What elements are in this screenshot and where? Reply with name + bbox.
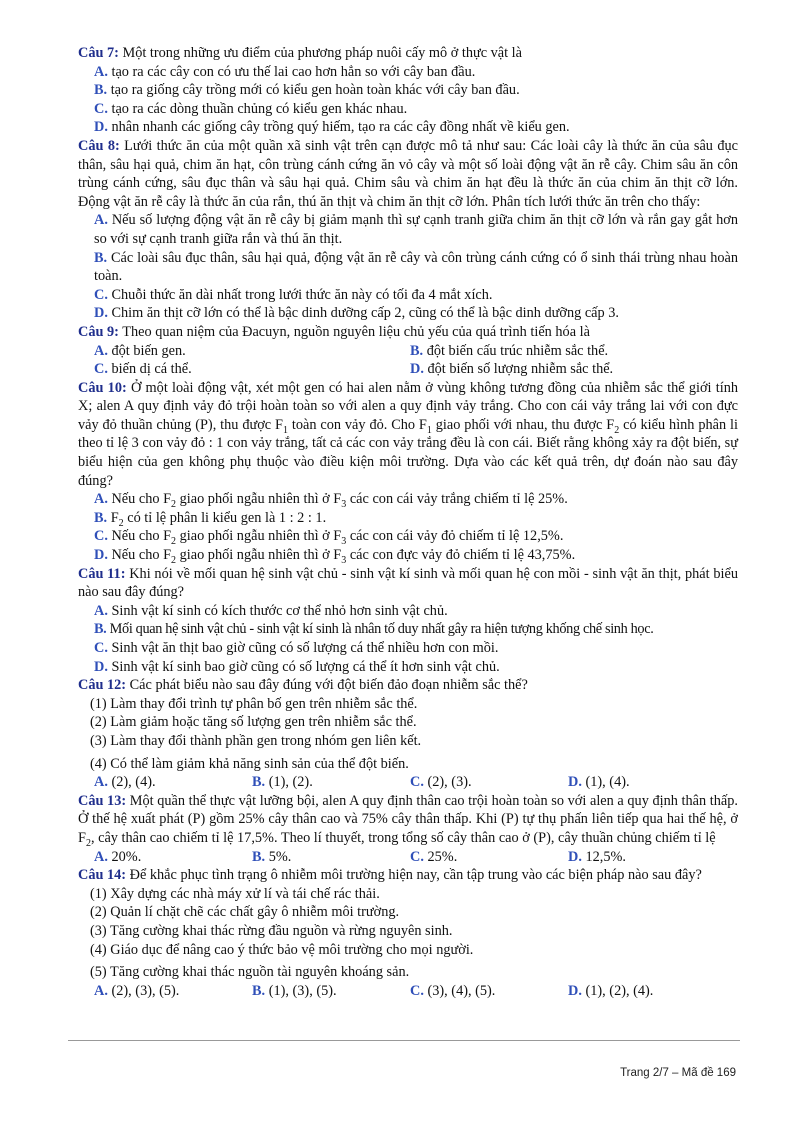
question-12-option-a[interactable] — [94, 773, 252, 792]
option-text: (1), (2), (4). — [585, 982, 654, 999]
question-7-option-d[interactable] — [78, 118, 738, 137]
question-10-option-b[interactable] — [78, 509, 738, 528]
question-11-option-c[interactable] — [78, 639, 738, 658]
option-text: Mối quan hệ sinh vật chủ - sinh vật kí sinh là nhân tố duy nhất gây ra hiện tượng khống chế sinh học. — [109, 621, 654, 638]
question-7-option-c[interactable] — [78, 100, 738, 119]
question-9-text: Theo quan niệm của Đacuyn, nguồn nguyên liệu chủ yếu của quá trình tiến hóa là — [122, 323, 590, 340]
question-12-options — [78, 773, 738, 792]
question-9-option-a[interactable] — [94, 342, 410, 361]
option-letter: A. — [94, 63, 108, 80]
option-letter: B. — [252, 982, 266, 999]
subscript: 2 — [614, 424, 620, 436]
option-text: Chim ăn thịt cỡ lớn có thể là bậc dinh dưỡng cấp 2, cũng có thể là bậc dinh dưỡng cấp 3. — [111, 305, 619, 322]
question-10-stem — [78, 379, 738, 491]
option-letter: D. — [568, 848, 582, 865]
subscript: 2 — [85, 837, 91, 849]
question-11-option-a[interactable] — [78, 602, 738, 621]
question-14-statement: (2) Quản lí chặt chẽ các chất gây ô nhiễm môi trường. — [90, 904, 400, 921]
question-8-stem — [78, 137, 738, 211]
option-letter: C. — [410, 774, 424, 791]
option-text: 5%. — [268, 848, 292, 865]
option-text: giao phối ngẫu nhiên thì ở F — [176, 491, 342, 508]
question-9 — [78, 323, 738, 379]
option-letter: B. — [94, 509, 108, 526]
option-letter: A. — [94, 848, 108, 865]
stem-part: Một quần thể thực vật lưỡng bội, alen A quy định thân cao trội hoàn toàn so với alen a quy định thân thấp. Ở thế hệ xuất phát (P) gồm 25% cây thân cao và 75% cây thân thấp. Khi (P) tự thụ phấn liên tiếp qua hai thế hệ, ở F — [78, 792, 738, 846]
question-13 — [78, 792, 738, 866]
question-10-label: Câu 10: — [78, 379, 127, 396]
question-14-option-c[interactable] — [410, 982, 568, 1001]
question-7-label: Câu 7: — [78, 45, 119, 61]
option-text: Nếu số lượng động vật ăn rễ cây bị giảm mạnh thì sự cạnh tranh giữa chim ăn thịt cỡ lớn và rắn gay gắt hơn so với sự cạnh tranh giữa rắn và thú ăn thịt. — [94, 212, 738, 247]
option-text: F — [110, 509, 119, 526]
option-letter: C. — [94, 528, 108, 545]
question-14-statement: (3) Tăng cường khai thác rừng đầu nguồn và rừng nguyên sinh. — [90, 922, 453, 939]
question-9-stem — [78, 323, 738, 342]
option-text: 20%. — [111, 848, 142, 865]
question-10-option-a[interactable] — [78, 490, 738, 509]
option-letter: C. — [410, 982, 424, 999]
option-text: các con đực vảy đỏ chiếm tỉ lệ 43,75%. — [346, 547, 576, 564]
option-letter: A. — [94, 491, 108, 508]
question-12-stem — [78, 676, 738, 695]
option-letter: D. — [94, 119, 108, 136]
question-8-label: Câu 8: — [78, 137, 120, 154]
subscript: 1 — [282, 424, 288, 436]
question-12-text: Các phát biểu nào sau đây đúng với đột biến đảo đoạn nhiễm sắc thể? — [129, 677, 528, 694]
question-13-label: Câu 13: — [78, 792, 127, 809]
question-11-label: Câu 11: — [78, 565, 126, 582]
option-text: Chuỗi thức ăn dài nhất trong lưới thức ăn này có tối đa 4 mắt xích. — [111, 286, 493, 303]
option-text: (2), (3). — [427, 774, 472, 791]
question-14-option-d[interactable] — [568, 982, 728, 1001]
option-letter: B. — [94, 621, 107, 638]
question-10-option-c[interactable] — [78, 527, 738, 546]
option-text: Nếu cho F — [111, 528, 172, 545]
option-text: giao phối ngẫu nhiên thì ở F — [176, 528, 342, 545]
option-text: (1), (2). — [268, 774, 313, 791]
question-7-stem — [78, 44, 738, 63]
option-text: đột biến gen. — [111, 342, 186, 359]
option-text: Sinh vật kí sinh có kích thước cơ thể nhỏ hơn sinh vật chủ. — [111, 602, 448, 619]
option-letter: A. — [94, 212, 108, 229]
question-8-option-d[interactable] — [78, 304, 738, 323]
option-letter: D. — [94, 305, 108, 322]
option-letter: C. — [410, 848, 424, 865]
option-letter: B. — [94, 249, 108, 266]
question-8-text: Lưới thức ăn của một quần xã sinh vật trên cạn được mô tả như sau: Các loài cây là thức ăn của sâu đục thân, sâu hại quả, chim ăn hạt, côn trùng cánh cứng ăn vỏ cây và một số loài động vật ăn rễ cây. Chim sâu ăn côn trùng cánh cứng, sâu đục thân và sâu hại quả. Chim sâu và chim ăn hạt đều là thức ăn của chim ăn thịt cỡ lớn. Động vật ăn rễ cây là thức ăn của rắn, thú ăn thịt và chim ăn thịt cỡ lớn. Phân tích lưới thức ăn trên cho thấy: — [78, 137, 738, 210]
subscript: 2 — [171, 554, 177, 566]
option-letter: C. — [94, 640, 108, 656]
option-text: Nếu cho F — [111, 491, 172, 508]
option-text: tạo ra các cây con có ưu thế lai cao hơn hẳn so với cây ban đầu. — [111, 63, 476, 80]
option-text: 12,5%. — [585, 848, 626, 865]
subscript: 2 — [171, 536, 177, 548]
footer-divider — [68, 1040, 740, 1041]
question-11-text: Khi nói về mối quan hệ sinh vật chủ - sinh vật kí sinh và mối quan hệ con mồi - sinh vật ăn thịt, phát biểu nào sau đây đúng? — [78, 565, 738, 601]
question-12-option-c[interactable] — [410, 773, 568, 792]
question-12-statement: (2) Làm giảm hoặc tăng số lượng gen trên nhiễm sắc thể. — [90, 714, 417, 731]
option-text: (1), (4). — [585, 774, 630, 791]
option-letter: B. — [252, 774, 266, 791]
subscript: 1 — [426, 424, 432, 436]
question-12-option-b[interactable] — [252, 773, 410, 792]
option-text: nhân nhanh các giống cây trồng quý hiếm, tạo ra các cây đồng nhất về kiểu gen. — [111, 119, 570, 136]
question-7 — [78, 44, 738, 137]
option-text: (1), (3), (5). — [268, 982, 337, 999]
option-text: đột biến số lượng nhiễm sắc thể. — [427, 361, 614, 378]
option-text: đột biến cấu trúc nhiễm sắc thể. — [426, 342, 609, 359]
question-14-options — [78, 982, 738, 1001]
subscript: 3 — [341, 536, 347, 548]
question-9-label: Câu 9: — [78, 323, 119, 340]
question-13-option-d[interactable] — [568, 848, 728, 867]
subscript: 2 — [118, 517, 124, 529]
option-text: tạo ra các dòng thuần chủng có kiểu gen khác nhau. — [111, 100, 408, 117]
option-letter: D. — [94, 547, 108, 564]
question-8-option-a[interactable] — [78, 211, 738, 248]
option-letter: B. — [252, 848, 266, 865]
option-letter: B. — [410, 342, 424, 359]
question-11-option-b[interactable] — [78, 620, 738, 639]
option-letter: D. — [568, 774, 582, 791]
stem-part: giao phối với nhau, thu được F — [431, 416, 615, 433]
option-letter: C. — [94, 286, 108, 303]
option-text: Sinh vật kí sinh bao giờ cũng có số lượng cá thể ít hơn sinh vật chủ. — [111, 658, 500, 675]
option-text: (2), (4). — [111, 774, 156, 791]
option-letter: C. — [94, 361, 108, 378]
option-text: biến dị cá thể. — [111, 361, 192, 378]
subscript: 3 — [341, 554, 347, 566]
option-letter: A. — [94, 982, 108, 999]
question-11 — [78, 565, 738, 677]
option-text: các con cái vảy trắng chiếm tỉ lệ 25%. — [346, 491, 568, 508]
question-14-option-a[interactable] — [94, 982, 252, 1001]
option-text: giao phối ngẫu nhiên thì ở F — [176, 547, 342, 564]
question-14-label: Câu 14: — [78, 867, 127, 884]
question-14-stem — [78, 866, 738, 885]
question-7-option-a[interactable] — [78, 63, 738, 82]
option-text: (2), (3), (5). — [111, 982, 180, 999]
option-letter: B. — [94, 82, 108, 99]
exam-page — [78, 44, 738, 1000]
option-text: có tỉ lệ phân li kiểu gen là 1 : 2 : 1. — [123, 509, 327, 526]
question-13-option-b[interactable] — [252, 848, 410, 867]
question-12-option-d[interactable] — [568, 773, 728, 792]
option-letter: D. — [568, 982, 582, 999]
option-text: các con cái vảy đỏ chiếm tỉ lệ 12,5%. — [346, 528, 564, 545]
option-text: Các loài sâu đục thân, sâu hại quả, động vật ăn rễ cây và côn trùng cánh cứng có ổ sinh thái trùng nhau hoàn toàn. — [94, 249, 738, 285]
subscript: 3 — [341, 499, 347, 511]
question-8-option-b[interactable] — [78, 249, 738, 286]
option-letter: A. — [94, 602, 108, 619]
question-12-statement: (4) Có thể làm giảm khả năng sinh sản của thể đột biến. — [90, 755, 409, 772]
stem-part: có kiểu hình phân li theo tỉ lệ 3 con vảy đỏ : 1 con vảy trắng, tất cả các con vảy trắng đều là con cái. Biết rằng không xảy ra đột biến, sự biểu hiện của gen không phụ thuộc vào điều kiện môi trường. Dựa vào các kết quả trên, dự đoán nào sau đây đúng? — [78, 416, 738, 489]
question-7-text: Một trong những ưu điểm của phương pháp nuôi cấy mô ở thực vật là — [122, 45, 522, 61]
question-10 — [78, 379, 738, 565]
question-9-options — [78, 342, 738, 379]
option-letter: A. — [94, 774, 108, 791]
stem-part: toàn con vảy đỏ. Cho F — [287, 416, 427, 433]
question-11-stem — [78, 565, 738, 602]
question-14-statement: (1) Xây dựng các nhà máy xử lí và tái chế rác thải. — [90, 885, 380, 902]
question-14 — [78, 866, 738, 1000]
question-14-statement: (4) Giáo dục để nâng cao ý thức bảo vệ môi trường cho mọi người. — [90, 941, 474, 958]
question-12-label: Câu 12: — [78, 677, 127, 694]
question-14-statement: (5) Tăng cường khai thác nguồn tài nguyên khoáng sản. — [90, 964, 410, 981]
question-12 — [78, 676, 738, 792]
question-9-option-c[interactable] — [94, 360, 410, 379]
question-14-option-b[interactable] — [252, 982, 410, 1001]
question-9-option-d[interactable] — [410, 360, 740, 379]
option-letter: C. — [94, 100, 108, 117]
question-8 — [78, 137, 738, 323]
question-10-option-d[interactable] — [78, 546, 738, 565]
question-13-option-c[interactable] — [410, 848, 568, 867]
subscript: 2 — [171, 499, 177, 511]
stem-part: Ở một loài động vật, xét một gen có hai alen nằm ở vùng không tương đồng của nhiễm sắc thể giới tính X; alen A quy định vảy đỏ trội hoàn toàn so với alen a quy định vảy trắng. Cho con cái vảy trắng lai với con đực vảy đỏ thuần chủng (P), thu được F — [78, 379, 738, 433]
question-11-option-d[interactable] — [78, 658, 738, 677]
stem-part: , cây thân cao chiếm tỉ lệ 17,5%. Theo lí thuyết, trong tổng số cây thân cao ở (P), cây thuần chủng chiếm tỉ lệ — [90, 829, 716, 846]
option-letter: D. — [94, 658, 108, 675]
question-13-options — [78, 848, 738, 867]
option-text: (3), (4), (5). — [427, 982, 496, 999]
option-letter: A. — [94, 342, 108, 359]
option-text: Nếu cho F — [111, 547, 172, 564]
option-text: tạo ra giống cây trồng mới có kiểu gen hoàn toàn khác với cây ban đầu. — [110, 82, 520, 99]
question-9-option-b[interactable] — [410, 342, 740, 361]
question-7-option-b[interactable] — [78, 81, 738, 100]
page-footer: Trang 2/7 – Mã đề 169 — [620, 1067, 736, 1079]
question-14-text: Để khắc phục tình trạng ô nhiễm môi trường hiện nay, cần tập trung vào các biện pháp nào sau đây? — [129, 867, 702, 884]
question-8-option-c[interactable] — [78, 286, 738, 305]
question-12-statement: (3) Làm thay đổi thành phần gen trong nhóm gen liên kết. — [90, 732, 422, 749]
option-letter: D. — [410, 361, 424, 378]
option-text: Sinh vật ăn thịt bao giờ cũng có số lượng cá thể nhiều hơn con mồi. — [111, 640, 499, 656]
question-13-stem — [78, 792, 738, 848]
question-12-statement: (1) Làm thay đổi trình tự phân bố gen trên nhiễm sắc thể. — [90, 695, 418, 712]
question-13-option-a[interactable] — [94, 848, 252, 867]
option-text: 25%. — [427, 848, 458, 865]
